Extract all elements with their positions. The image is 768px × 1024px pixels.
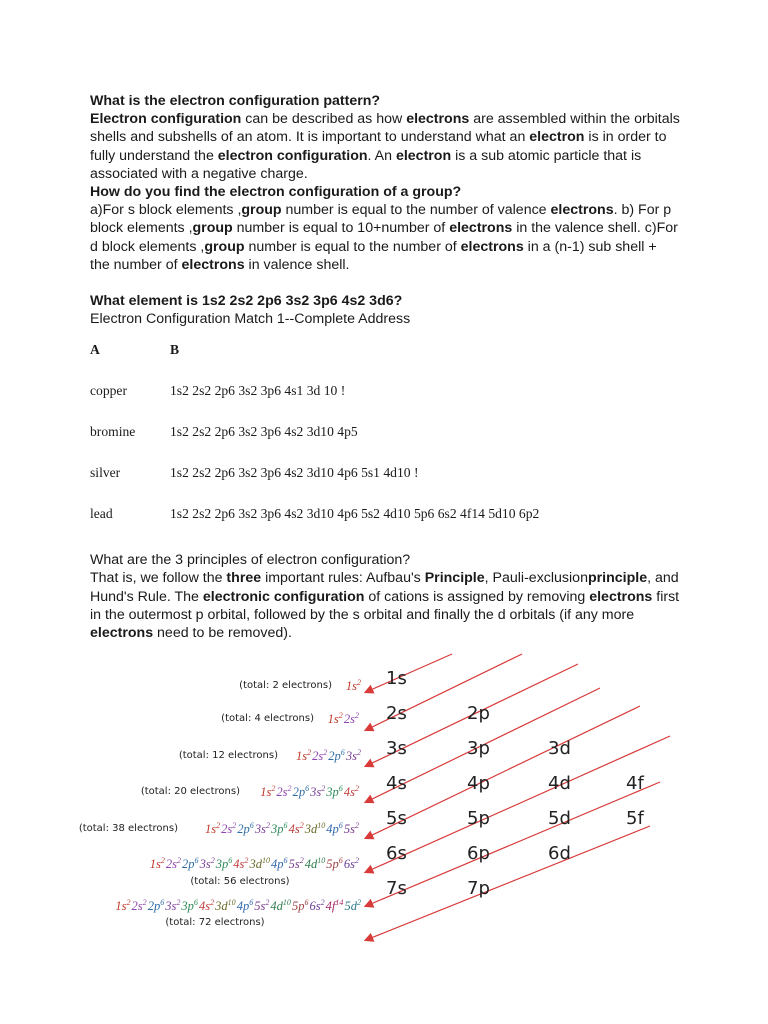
text-run: . An [367,147,396,164]
electron-config [346,678,362,693]
config-total-label: (total: 2 electrons) [239,680,332,691]
orbital-label: 3s [386,738,407,759]
config-exponent: 6 [194,856,199,865]
config-term: 3d [249,857,262,871]
config-term: 3s [199,857,211,871]
config-total-label: (total: 12 electrons) [178,750,278,761]
config-exponent: 6 [193,898,198,907]
config-term: 3p [271,822,284,836]
orbital-label: 3d [548,738,571,759]
bold-term: electrons [550,202,614,219]
config-exponent: 2 [265,821,270,830]
aufbau-arrow [366,706,640,838]
bold-term: Principle [424,570,485,587]
text-run: . b) For p block elements , [90,202,672,237]
table-row [90,383,539,424]
orbital-label: 4d [548,773,571,794]
element-config: 1s2 2s2 2p6 3s2 3p6 4s2 3d10 4p6 5s2 4d10 5p6 6s2 4f14 5d10 6p2 [170,506,540,522]
config-exponent: 6 [228,856,233,865]
config-spacer [361,679,362,693]
electron-config [328,711,360,726]
config-spacer [359,857,360,871]
config-exponent: 10 [282,898,291,907]
orbital-label: 2p [467,703,490,724]
element-config: 1s2 2s2 2p6 3s2 3p6 4s2 3d10 4p5 [170,424,358,440]
config-spacer [361,749,362,763]
bold-term: electrons [406,111,470,128]
config-exponent: 6 [160,898,165,907]
document-body [90,92,680,642]
bold-term: group [241,202,282,219]
bold-term: principle [587,570,648,587]
config-term: 2s [276,785,288,799]
section-heading-element: What element is 1s2 2s2 2p6 3s2 3p6 4s2 3d6? [90,293,403,310]
config-exponent: 2 [323,748,328,757]
config-exponent: 2 [142,898,147,907]
config-exponent: 10 [317,821,326,830]
config-exponent: 2 [299,856,304,865]
bold-term: electron configuration [217,147,368,164]
config-term: 2p [182,857,195,871]
config-term: 5s [343,822,355,836]
text-run: are assembled within the orbitals shells and subshells of an atom. It is important to understand what an [90,111,680,146]
orbital-label: 1s [386,668,407,689]
config-term: 4p [236,899,250,913]
group-paragraph [90,201,680,274]
electron-config [150,856,360,871]
match-table-header [90,342,539,383]
text-run: , and Hund's Rule. The [90,570,679,605]
config-exponent: 2 [338,711,343,720]
config-exponent: 6 [340,748,345,757]
column-header-a: A [90,342,100,358]
bold-term: electrons [90,625,154,642]
config-total-label: (total: 38 electrons) [78,823,178,834]
config-exponent: 2 [244,856,249,865]
config-exponent: 6 [283,821,288,830]
element-name: bromine [90,424,136,440]
config-term: 6s [343,857,355,871]
bold-term: electrons [449,220,513,237]
bold-term: three [226,570,262,587]
aufbau-arrow [366,654,452,692]
bold-term: Electron configuration [90,111,242,128]
config-exponent: 6 [283,856,288,865]
table-row [90,506,539,547]
orbital-label: 2s [386,703,407,724]
config-term: 1s [327,712,339,726]
config-spacer [361,899,362,913]
config-exponent: 2 [356,748,361,757]
config-term: 2p [237,822,250,836]
config-term: 4p [326,822,339,836]
config-term: 5s [254,899,266,913]
config-term: 3s [254,822,266,836]
config-term: 4f [325,899,336,913]
text-run: need to be removed). [153,625,292,642]
config-exponent: 2 [287,784,292,793]
config-exponent: 2 [232,821,237,830]
config-term: 3s [310,785,322,799]
text-run: number is equal to 10+number of [232,220,450,237]
config-exponent: 6 [338,784,343,793]
config-term: 5p [291,899,305,913]
text-run: important rules: Aufbau's [261,570,425,587]
config-exponent: 2 [320,898,325,907]
config-exponent: 2 [210,856,215,865]
config-term: 3p [326,785,339,799]
aufbau-arrow [366,782,660,906]
text-run: in the valence shell. c)For d block elements , [90,220,678,255]
config-exponent: 6 [338,821,343,830]
section-heading-pattern: What is the electron configuration pattern? [90,93,381,109]
config-exponent: 2 [160,856,165,865]
config-term: 3d [304,822,318,836]
section-heading-group: How do you find the electron configuration of a group? [90,184,462,201]
element-config: 1s2 2s2 2p6 3s2 3p6 4s2 3d10 4p6 5s1 4d10 ! [170,465,419,481]
config-term: 1s [149,857,161,871]
config-exponent: 6 [249,821,254,830]
text-run: number is equal to the number of [244,238,461,255]
text-run: , Pauli-exclusion [484,570,588,587]
principles-paragraph [90,569,680,642]
bold-term: electrons [460,238,524,255]
config-exponent: 2 [265,898,270,907]
config-exponent: 2 [356,898,361,907]
principles-question: What are the 3 principles of electron configuration? [90,552,411,569]
text-run: of cations is assigned by removing [364,588,590,605]
config-term: 2p [147,899,161,913]
text-run: in a (n-1) sub shell + the number of [90,238,657,273]
config-term: 4s [343,785,355,799]
text-run: a)For s block elements , [90,202,242,219]
table-row [90,424,539,465]
table-row [90,465,539,506]
orbital-label: 5f [626,808,644,829]
config-exponent: 2 [354,711,359,720]
element-config: 1s2 2s2 2p6 3s2 3p6 4s1 3d 10 ! [170,383,346,399]
config-term: 4d [270,899,283,913]
config-term: 5p [326,857,339,871]
orbital-label: 6d [548,843,571,864]
config-term: 4s [288,822,300,836]
config-exponent: 6 [304,898,309,907]
config-term: 5s [288,857,300,871]
orbital-label: 4f [626,773,644,794]
config-term: 5d [344,899,357,913]
config-exponent: 2 [299,821,304,830]
aufbau-arrow [366,826,650,940]
text-run: in valence shell. [244,256,350,273]
match-subtitle: Electron Configuration Match 1--Complete Address [90,311,411,328]
bold-term: electronic configuration [202,588,365,605]
config-term: 2s [221,822,233,836]
text-run: number is equal to the number of valence [281,202,551,219]
config-exponent: 2 [176,856,181,865]
config-term: 3p [215,857,229,871]
bold-term: electrons [589,588,653,605]
config-term: 4d [304,857,318,871]
config-exponent: 10 [317,856,326,865]
text-run: is a sub atomic particle that is associated with a negative charge. [90,147,642,182]
config-exponent: 2 [321,784,326,793]
config-term: 1s [345,679,357,693]
config-term: 4p [271,857,284,871]
orbital-label: 6s [386,843,407,864]
config-spacer [359,712,360,726]
config-term: 3s [165,899,177,913]
text-run: That is, we follow the [90,570,227,587]
config-term: 2s [165,857,177,871]
orbital-label: 7s [386,878,407,899]
config-term: 6s [309,899,321,913]
text-run: first in the outermost p orbital, followed by the s orbital and finally the d orbitals (if any more [90,588,680,623]
config-exponent: 2 [354,821,359,830]
text-run: can be described as how [241,111,407,128]
config-term: 1s [295,749,308,763]
config-term: 2p [292,785,306,799]
config-exponent: 2 [176,898,181,907]
pattern-paragraph [90,110,680,183]
bold-term: electrons [181,256,245,273]
match-table [90,342,539,547]
config-exponent: 6 [305,784,310,793]
config-total-label: (total: 56 electrons) [190,876,290,887]
element-name: copper [90,383,127,399]
config-exponent: 2 [271,784,276,793]
config-spacer [359,785,360,799]
aufbau-diagram-svg [0,648,768,948]
orbital-label: 4s [386,773,407,794]
config-exponent: 2 [354,784,359,793]
config-term: 3p [181,899,194,913]
config-exponent: 6 [249,898,254,907]
config-total-label: (total: 4 electrons) [221,713,314,724]
orbital-label: 5d [548,808,571,829]
config-exponent: 2 [356,678,361,687]
orbital-label: 5s [386,808,407,829]
config-exponent: 2 [126,898,131,907]
orbital-label: 3p [467,738,490,759]
config-term: 2s [131,899,143,913]
orbital-label: 4p [467,773,490,794]
orbital-label: 7p [467,878,490,899]
config-term: 4s [198,899,211,913]
bold-term: group [204,238,245,255]
config-total-label: (total: 20 electrons) [140,786,240,797]
electron-config [296,748,362,763]
config-exponent: 2 [307,748,312,757]
config-term: 4s [233,857,245,871]
config-term: 2p [328,749,341,763]
config-exponent: 2 [216,821,221,830]
element-name: lead [90,506,113,522]
config-exponent: 10 [261,856,270,865]
column-header-b: B [170,342,180,358]
bold-term: electron [395,147,452,164]
config-term: 1s [260,785,272,799]
electron-config [260,784,360,799]
element-name: silver [90,465,121,481]
config-term: 2s [312,749,324,763]
aufbau-diagram [0,648,768,948]
config-exponent: 6 [338,856,343,865]
text-run: is in order to fully understand the [90,129,667,164]
config-exponent: 14 [335,898,344,907]
aufbau-arrow [366,736,670,872]
config-term: 2s [343,712,355,726]
orbital-label: 6p [467,843,490,864]
bold-term: electron [529,129,585,146]
config-total-label: (total: 72 electrons) [165,917,265,928]
orbital-label: 5p [467,808,490,829]
config-exponent: 2 [210,898,215,907]
config-term: 1s [115,899,127,913]
config-exponent: 2 [354,856,359,865]
config-term: 3d [215,899,228,913]
config-spacer [359,822,360,836]
config-exponent: 10 [227,898,236,907]
config-term: 1s [204,822,217,836]
config-term: 3s [345,749,357,763]
electron-config [205,821,360,836]
electron-config [115,898,362,913]
bold-term: group [192,220,233,237]
